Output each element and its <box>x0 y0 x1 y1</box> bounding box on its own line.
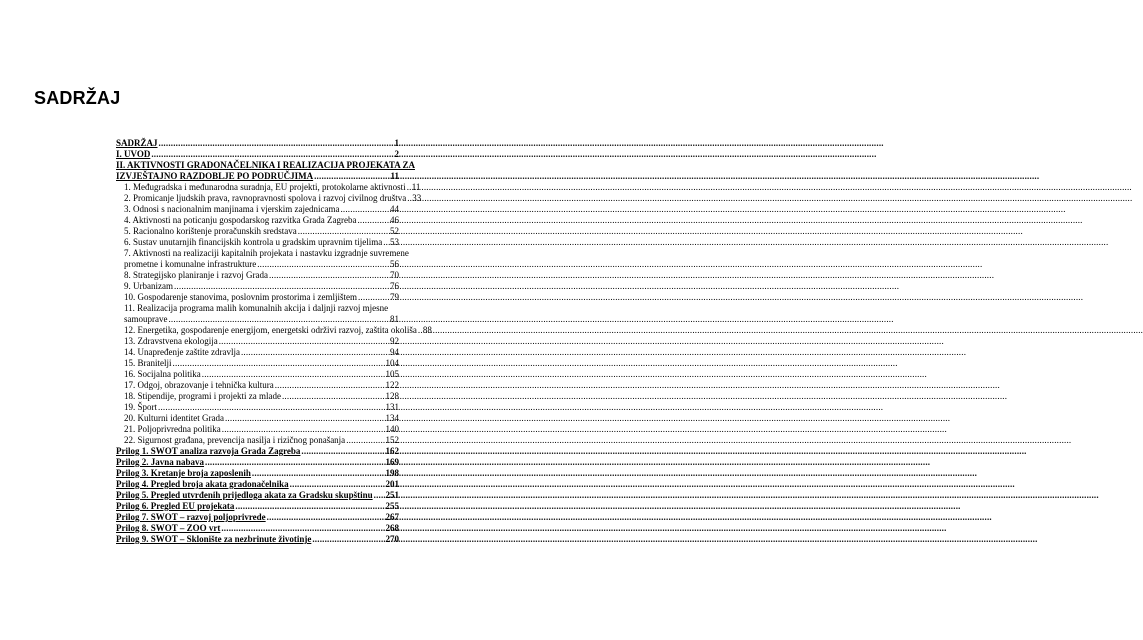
toc-entry[interactable] <box>116 336 399 347</box>
toc-page-number: 268 <box>385 523 399 533</box>
toc-page-number: 56 <box>390 259 399 269</box>
toc-page-number: 79 <box>390 292 399 302</box>
dot-leader <box>290 479 385 490</box>
toc-page-number: 251 <box>385 490 399 500</box>
toc-entry-text: Prilog 2. Javna nabava <box>116 457 205 467</box>
toc-entry[interactable] <box>116 226 399 237</box>
toc-entry[interactable] <box>116 215 399 226</box>
toc-entry-text: 11. Realizacija programa malih komunalnih akcija i daljnji razvoj mjesne <box>124 303 389 313</box>
toc-entry[interactable] <box>116 457 399 468</box>
dot-leader <box>205 457 384 468</box>
toc-page-number: 134 <box>385 413 399 423</box>
page-title: SADRŽAJ <box>34 88 121 108</box>
dot-leader <box>241 347 389 358</box>
dot-leader <box>174 281 389 292</box>
toc-entry-text: 19. Šport <box>124 402 158 412</box>
toc-entry-text: II. AKTIVNOSTI GRADONAČELNIKA I REALIZACIJA PROJEKATA ZA <box>116 160 415 170</box>
toc-entry[interactable] <box>116 380 399 391</box>
toc-entry-text: 21. Poljoprivredna politika <box>124 424 221 434</box>
toc-entry[interactable] <box>116 479 399 490</box>
toc-entry-text: 16. Socijalna politika <box>124 369 201 379</box>
dot-leader <box>159 138 394 149</box>
toc-page-number: 81 <box>390 314 399 324</box>
toc-entry-text: 12. Energetika, gospodarenje energijom, energetski održivi razvoj, zaštita okoliša <box>124 325 417 335</box>
toc-entry[interactable] <box>116 413 399 424</box>
dot-leader <box>312 534 384 545</box>
toc-entry[interactable] <box>116 237 399 248</box>
toc-page-number: 255 <box>385 501 399 511</box>
toc-entry[interactable] <box>116 468 399 479</box>
toc-entry[interactable] <box>116 292 399 303</box>
toc-entry-text: Prilog 6. Pregled EU projekata <box>116 501 235 511</box>
toc-entry[interactable] <box>116 347 399 358</box>
toc-entry-text: 4. Aktivnosti na poticanju gospodarskog razvitka Grada Zagreba <box>124 215 357 225</box>
toc-page-number: 267 <box>385 512 399 522</box>
toc-entry-text: 1. Međugradska i međunarodna suradnja, EU projekti, protokolarne aktivnosti <box>124 182 406 192</box>
dot-leader <box>358 292 389 303</box>
toc-entry[interactable] <box>116 523 399 534</box>
dot-leader <box>282 391 385 402</box>
toc-entry-text: 3. Odnosi s nacionalnim manjinama i vjerskim zajednicama <box>124 204 340 214</box>
toc-page-number: 33 <box>412 193 422 203</box>
toc-entry[interactable] <box>116 534 399 545</box>
toc-entry-text: 7. Aktivnosti na realizaciji kapitalnih projekata i nastavku izgradnje suvremene <box>124 248 409 258</box>
toc-entry-text: 22. Sigurnost građana, prevencija nasilja i rizičnog ponašanja <box>124 435 346 445</box>
dot-leader <box>252 468 385 479</box>
dot-leader <box>346 435 384 446</box>
toc-page-number: 94 <box>390 347 399 357</box>
dot-leader <box>222 424 385 435</box>
toc-entry-text: Prilog 7. SWOT – razvoj poljoprivrede <box>116 512 266 522</box>
toc-entry[interactable] <box>116 248 409 270</box>
toc-entry-text: Prilog 4. Pregled broja akata gradonačelnika <box>116 479 289 489</box>
dot-leader <box>269 270 389 281</box>
toc-entry-text: 10. Gospodarenje stanovima, poslovnim prostorima i zemljištem <box>124 292 357 302</box>
dot-leader <box>407 193 411 204</box>
toc-page-number: 70 <box>390 270 399 280</box>
toc-entry[interactable] <box>116 435 399 446</box>
dot-leader <box>225 413 385 424</box>
toc-entry[interactable] <box>116 303 399 325</box>
dot-leader <box>219 336 389 347</box>
toc-entry-text: 15. Branitelji <box>124 358 172 368</box>
toc-page-number: 11 <box>411 182 421 192</box>
toc-entry-text: 9. Urbanizam <box>124 281 173 291</box>
toc-entry[interactable] <box>116 424 399 435</box>
dot-leader <box>374 490 385 501</box>
toc-page-number: 88 <box>422 325 432 335</box>
toc-entry-text: 8. Strategijsko planiranje i razvoj Grada <box>124 270 268 280</box>
toc-page-number: 104 <box>385 358 399 368</box>
toc-entry[interactable] <box>116 391 399 402</box>
dot-leader <box>168 314 389 325</box>
toc-entry-text: 6. Sustav unutarnjih financijskih kontrola u gradskim upravnim tijelima <box>124 237 383 247</box>
dot-leader <box>301 446 384 457</box>
toc-entry-text: 2. Promicanje ljudskih prava, ravnopravnosti spolova i razvoj civilnog društva <box>124 193 407 203</box>
toc-page-number: 122 <box>385 380 399 390</box>
dot-leader <box>267 512 385 523</box>
toc-entry-text: samouprave <box>124 314 168 324</box>
dot-leader <box>257 259 389 270</box>
toc-page-number: 162 <box>385 446 399 456</box>
toc-entry[interactable] <box>116 358 399 369</box>
toc-entry[interactable] <box>116 138 399 149</box>
toc-entry[interactable] <box>116 204 399 215</box>
toc-entry-text: Prilog 5. Pregled utvrđenih prijedloga akata za Gradsku skupštinu <box>116 490 373 500</box>
toc-page-number: 152 <box>385 435 399 445</box>
toc-entry[interactable] <box>116 446 399 457</box>
toc-entry[interactable] <box>116 501 399 512</box>
toc-entry[interactable] <box>116 149 399 160</box>
toc-page-number: 1 <box>394 138 399 148</box>
toc-page-number: 105 <box>385 369 399 379</box>
toc-entry[interactable] <box>116 281 399 292</box>
toc-entry[interactable] <box>116 270 399 281</box>
dot-leader <box>202 369 385 380</box>
dot-leader <box>158 402 384 413</box>
toc-page-number: 92 <box>390 336 399 346</box>
toc-entry[interactable] <box>116 490 399 501</box>
toc-entry-text: IZVJEŠTAJNO RAZDOBLJE PO PODRUČJIMA <box>116 171 314 181</box>
dot-leader <box>298 226 389 237</box>
toc-entry[interactable] <box>116 160 415 182</box>
toc-page-number: 52 <box>390 226 399 236</box>
toc-entry[interactable] <box>116 325 432 336</box>
toc-page-number: 198 <box>385 468 399 478</box>
toc-entry-text: prometne i komunalne infrastrukture <box>124 259 257 269</box>
toc-entry-text: Prilog 3. Kretanje broja zaposlenih <box>116 468 251 478</box>
dot-leader <box>407 182 411 193</box>
toc-page-number: 128 <box>385 391 399 401</box>
dot-leader <box>221 523 384 534</box>
toc-page-number: 140 <box>385 424 399 434</box>
toc-entry-text: 13. Zdravstvena ekologija <box>124 336 218 346</box>
toc-entry[interactable] <box>116 193 422 204</box>
toc-page-number: 201 <box>385 479 399 489</box>
toc-entry-text: Prilog 9. SWOT – Sklonište za nezbrinute životinje <box>116 534 312 544</box>
toc-entry-text: SADRŽAJ <box>116 138 158 148</box>
dot-leader <box>235 501 384 512</box>
toc-page-number: 270 <box>385 534 399 544</box>
toc-page-number: 46 <box>390 215 399 225</box>
dot-leader <box>275 380 385 391</box>
toc-entry-text: 18. Stipendije, programi i projekti za mlade <box>124 391 281 401</box>
toc-page-number: 44 <box>390 204 399 214</box>
dot-leader <box>357 215 389 226</box>
toc-page-number: 2 <box>394 149 399 159</box>
toc-entry[interactable] <box>116 182 421 193</box>
toc-entry[interactable] <box>116 402 399 413</box>
dot-leader <box>314 171 389 182</box>
dot-leader <box>173 358 385 369</box>
dot-leader <box>418 325 422 336</box>
dot-leader <box>151 149 393 160</box>
toc-page-number: 11 <box>390 171 399 181</box>
toc-entry-text: Prilog 1. SWOT analiza razvoja Grada Zagreba <box>116 446 301 456</box>
dot-leader <box>340 204 389 215</box>
toc-page-number: 169 <box>385 457 399 467</box>
toc-page-number: 131 <box>385 402 399 412</box>
toc-entry[interactable] <box>116 369 399 380</box>
toc-page-number: 53 <box>390 237 399 247</box>
toc-page-number: 76 <box>390 281 399 291</box>
toc-entry[interactable] <box>116 512 399 523</box>
toc-entry-text: 14. Unapređenje zaštite zdravlja <box>124 347 240 357</box>
dot-leader <box>383 237 389 248</box>
toc-entry-text: 17. Odgoj, obrazovanje i tehnička kultura <box>124 380 274 390</box>
toc-entry-text: 20. Kulturni identitet Grada <box>124 413 224 423</box>
toc-entry-text: 5. Racionalno korištenje proračunskih sredstava <box>124 226 297 236</box>
table-of-contents <box>116 138 432 545</box>
toc-entry-text: Prilog 8. SWOT – ZOO vrt <box>116 523 221 533</box>
toc-entry-text: I. UVOD <box>116 149 151 159</box>
